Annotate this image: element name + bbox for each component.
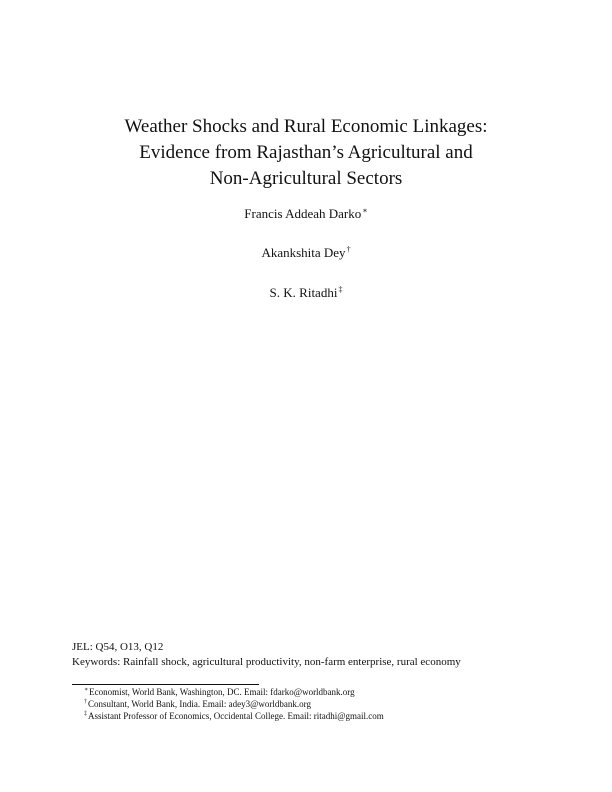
paper-title (60, 114, 552, 192)
title-line: Non-Agricultural Sectors (209, 168, 403, 189)
footnote-text: Consultant, World Bank, India. Email: adey3@worldbank.org (88, 699, 311, 709)
author-footnote-mark: ‡ (338, 285, 343, 294)
title-line: Weather Shocks and Rural Economic Linkages: (124, 116, 488, 137)
author-darko (60, 206, 552, 222)
footnote-mark: ‡ (84, 711, 87, 717)
footnote-rule (72, 684, 259, 685)
title-line: Evidence from Rajasthan’s Agricultural and (139, 142, 473, 163)
footnote-ritadhi (84, 710, 544, 722)
author-ritadhi (60, 285, 552, 301)
author-footnote-mark: † (346, 245, 351, 254)
author-dey (60, 245, 552, 261)
author-name: Akankshita Dey (261, 245, 346, 260)
footnote-dey (84, 698, 544, 710)
footnote-darko (84, 686, 544, 698)
jel-codes: JEL: Q54, O13, Q12 (72, 641, 164, 653)
author-name: Francis Addeah Darko (244, 206, 362, 221)
footnote-mark: ∗ (84, 687, 89, 693)
author-name: S. K. Ritadhi (269, 285, 338, 300)
footnote-text: Assistant Professor of Economics, Occidental College. Email: ritadhi@gmail.com (88, 711, 384, 721)
keywords: Keywords: Rainfall shock, agricultural productivity, non-farm enterprise, rural economy (72, 656, 461, 668)
footnote-mark: † (84, 699, 87, 705)
author-footnote-mark: ∗ (362, 206, 368, 215)
footnote-text: Economist, World Bank, Washington, DC. Email: fdarko@worldbank.org (89, 687, 355, 697)
